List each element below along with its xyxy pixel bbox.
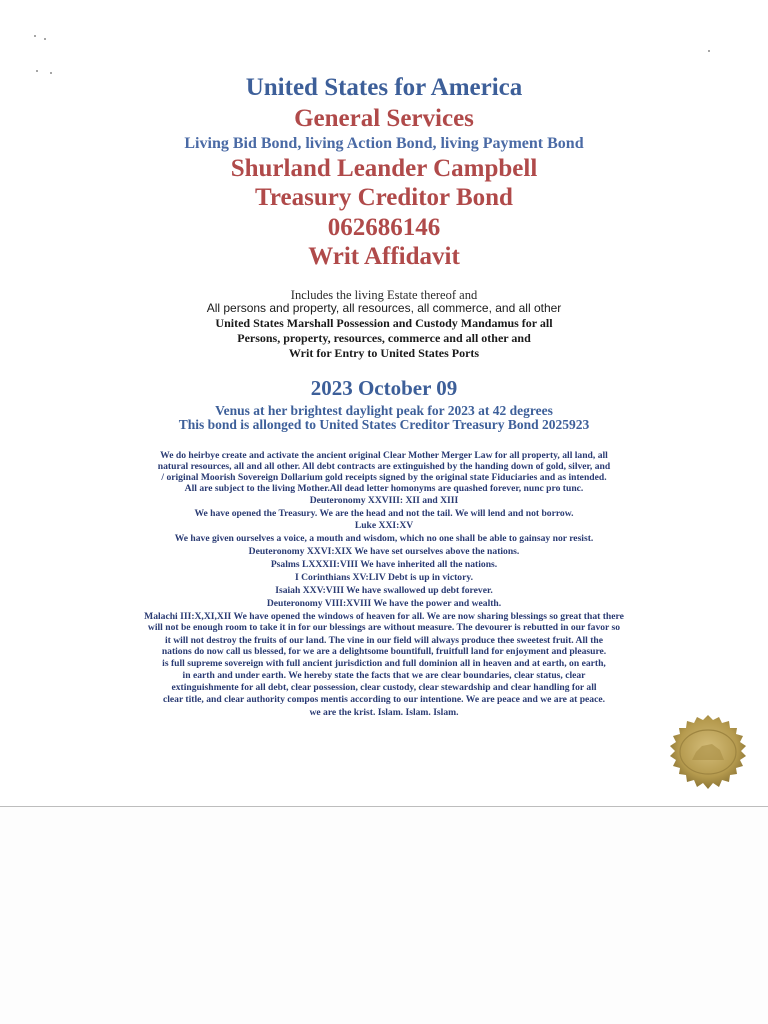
body-line: is full supreme sovereign with full ancient jurisdiction and full dominion all in heaven and at earth, on earth, bbox=[162, 658, 606, 669]
body-line: We have opened the Treasury. We are the head and not the tail. We will lend and not borrow. bbox=[194, 508, 574, 519]
includes-line-1: Includes the living Estate thereof and bbox=[290, 288, 478, 302]
body-line: Luke XXI:XV bbox=[354, 520, 414, 531]
body-line: we are the krist. Islam. Islam. Islam. bbox=[309, 707, 459, 718]
body-line: extinguishmente for all debt, clear possession, clear custody, clear stewardship and clear handling for all bbox=[171, 682, 597, 693]
header-bond-types: Living Bid Bond, living Action Bond, living Payment Bond bbox=[184, 135, 584, 152]
body-line: All are subject to the living Mother.All dead letter homonyms are quashed forever, nunc pro tunc. bbox=[184, 483, 584, 494]
body-line: We do heirbye create and activate the ancient original Clear Mother Merger Law for all property, all land, all bbox=[160, 450, 608, 461]
scan-speck bbox=[34, 35, 36, 37]
body-line: I Corinthians XV:LIV Debt is up in victory. bbox=[294, 572, 474, 583]
header-name: Shurland Leander Campbell bbox=[230, 155, 538, 182]
scan-speck bbox=[44, 38, 46, 40]
body-line: Malachi III:X,XI,XII We have opened the windows of heaven for all. We are now sharing blessings so great that there bbox=[144, 611, 624, 622]
header-bond-number: 062686146 bbox=[327, 214, 441, 241]
includes-line-2: All persons and property, all resources, all commerce, and all other bbox=[206, 301, 562, 315]
venus-line-1: Venus at her brightest daylight peak for 2023 at 42 degrees bbox=[215, 403, 553, 418]
body-line: Psalms LXXXII:VIII We have inherited all the nations. bbox=[270, 559, 498, 570]
body-line: in earth and under earth. We hereby state the facts that we are clear boundaries, clear status, clear bbox=[182, 670, 586, 681]
body-line: natural resources, all and all other. All debt contracts are extinguished by the handing down of gold, silver, and bbox=[157, 461, 611, 472]
header-writ: Writ Affidavit bbox=[308, 243, 460, 270]
body-line: Deuteronomy XXVI:XIX We have set ourselves above the nations. bbox=[248, 546, 520, 557]
includes-line-4: Persons, property, resources, commerce and all other and bbox=[237, 331, 531, 345]
body-line: We have given ourselves a voice, a mouth and wisdom, which no one shall be able to gainsay nor resist. bbox=[174, 533, 594, 544]
header-title: United States for America bbox=[245, 74, 523, 101]
document-date: 2023 October 09 bbox=[310, 376, 458, 400]
body-line: / original Moorish Sovereign Dollarium gold receipts signed by the original state Fiduciaries and as intended. bbox=[161, 472, 607, 483]
scan-speck bbox=[708, 50, 710, 52]
body-line: Deuteronomy VIII:XVIII We have the power and wealth. bbox=[266, 598, 502, 609]
scan-lower-area bbox=[0, 807, 768, 1024]
body-line: it will not destroy the fruits of our land. The vine in our field will always produce thee sweetest fruit. All the bbox=[164, 635, 604, 646]
gold-seal-icon bbox=[662, 714, 754, 790]
scan-speck bbox=[36, 70, 38, 72]
body-line: Deuteronomy XXVIII: XII and XIII bbox=[309, 495, 459, 506]
includes-line-3: United States Marshall Possession and Custody Mandamus for all bbox=[215, 316, 553, 330]
body-line: nations do now call us blessed, for we are a delightsome bountifull, fruitfull land for enjoyment and pleasure. bbox=[161, 646, 607, 657]
body-line: will not be enough room to take it in for our blessings are without measure. The devourer is rebutted in our favor so bbox=[147, 622, 621, 633]
header-general-services: General Services bbox=[294, 105, 474, 132]
header-bond-title: Treasury Creditor Bond bbox=[255, 184, 513, 211]
body-line: Isaiah XXV:VIII We have swallowed up debt forever. bbox=[275, 585, 493, 596]
includes-line-5: Writ for Entry to United States Ports bbox=[288, 346, 480, 360]
body-line: clear title, and clear authority compos mentis according to our intentione. We are peace and we are at peace. bbox=[162, 694, 606, 705]
venus-line-2: This bond is allonged to United States Creditor Treasury Bond 2025923 bbox=[178, 417, 590, 432]
